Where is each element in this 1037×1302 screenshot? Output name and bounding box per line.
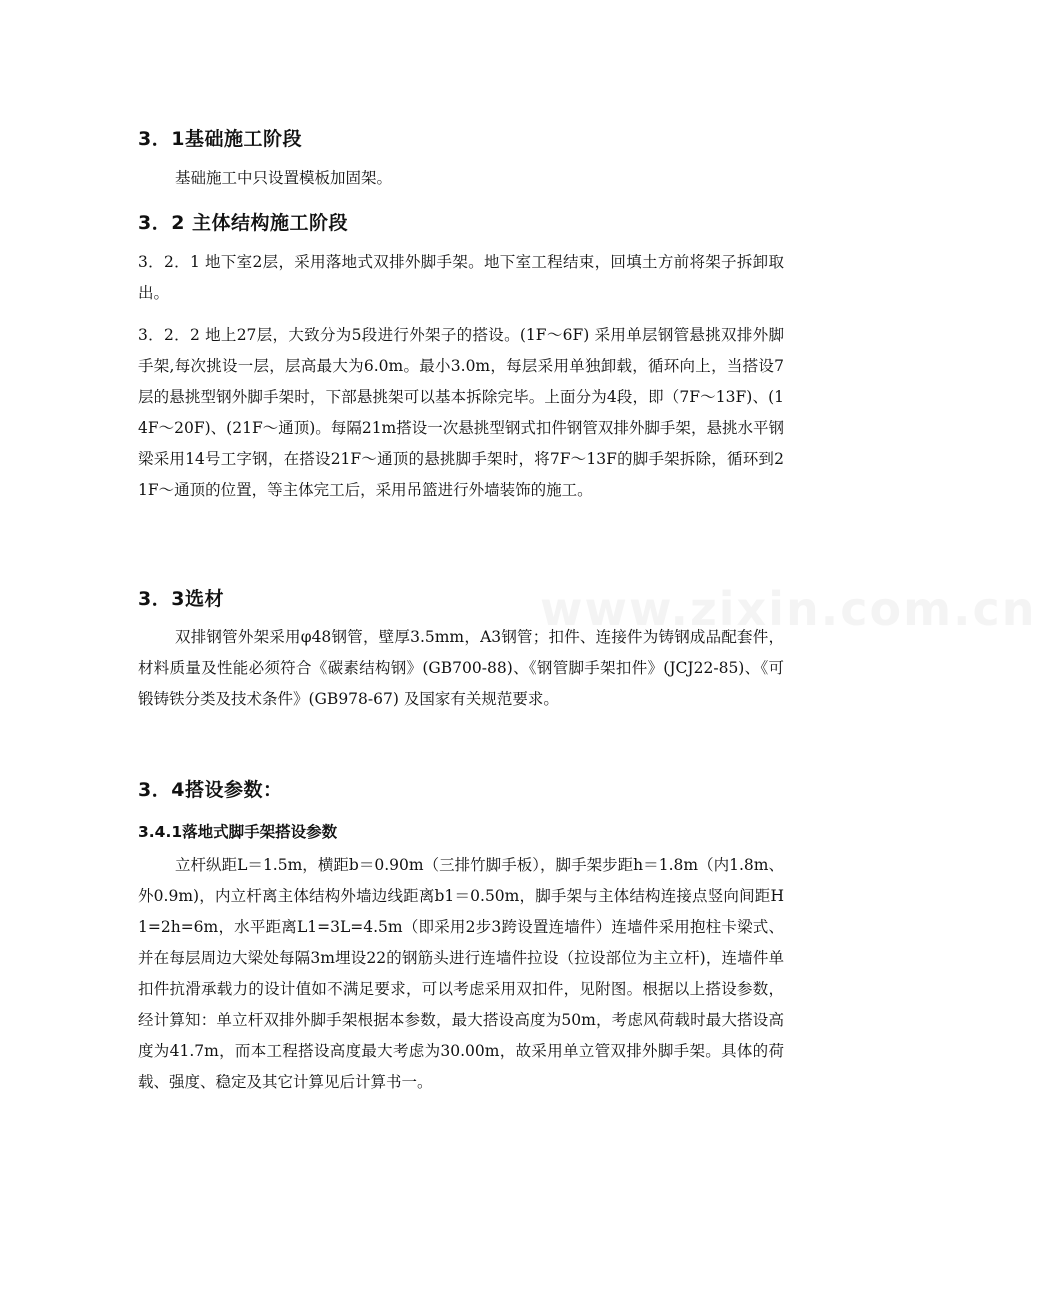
paragraph-3-2-1: 3．2．1 地下室2层，采用落地式双排外脚手架。地下室工程结束，回填土方前将架子拆卸取出。 (138, 253, 784, 302)
subheading-3-4-1: 3.4.1落地式脚手架搭设参数 (138, 823, 338, 841)
heading-3-2: 3．2 主体结构施工阶段 (138, 212, 349, 234)
watermark: www.zixin.com.cn (540, 582, 1037, 636)
heading-3-4: 3．4搭设参数： (138, 779, 283, 801)
paragraph-3-3: 双排钢管外架采用φ48钢管，壁厚3.5mm，A3钢管；扣件、连接件为铸钢成品配套件，材料质量及性能必须符合《碳素结构钢》(GB700-88)、《钢管脚手架扣件》(JCJ22-85)、《可锻铸铁分类及技术条件》(GB978-67) 及国家有关规范要求。 (138, 628, 784, 708)
paragraph-3-1: 基础施工中只设置模板加固架。 (175, 169, 393, 187)
paragraph-3-4-1: 立杆纵距L＝1.5m，横距b＝0.90m（三排竹脚手板），脚手架步距h＝1.8m（内1.8m、外0.9m)，内立杆离主体结构外墙边线距离b1＝0.50m，脚手架与主体结构连接点竖向间距H1=2h=6m，水平距离L1=3L=4.5m（即采用2步3跨设置连墙件）连墙件采用抱柱卡梁式、并在每层周边大梁处每隔3m埋设22的钢筋头进行连墙件拉设（拉设部位为主立杆)，连墙件单扣件抗滑承载力的设计值如不满足要求，可以考虑采用双扣件，见附图。根据以上搭设参数，经计算知：单立杆双排外脚手架根据本参数，最大搭设高度为50m，考虑风荷载时最大搭设高度为41.7m，而本工程搭设高度最大考虑为30.00m，故采用单立管双排外脚手架。具体的荷载、强度、稳定及其它计算见后计算书一。 (138, 856, 784, 1091)
paragraph-3-2-2: 3．2．2 地上27层，大致分为5段进行外架子的搭设。(1F～6F) 采用单层钢管悬挑双排外脚手架,每次挑设一层，层高最大为6.0m。最小3.0m，每层采用单独卸载，循环向上，当搭设7层的悬挑型钢外脚手架时，下部悬挑架可以基本拆除完毕。上面分为4段，即（7F～13F)、(14F～20F)、(21F～通顶)。每隔21m搭设一次悬挑型钢式扣件钢管双排外脚手架，悬挑水平钢梁采用14号工字钢，在搭设21F～通顶的悬挑脚手架时，将7F～13F的脚手架拆除，循环到21F～通顶的位置，等主体完工后，采用吊篮进行外墙装饰的施工。 (138, 326, 784, 499)
heading-3-1: 3．1基础施工阶段 (138, 128, 302, 150)
heading-3-3: 3．3选材 (138, 588, 224, 610)
